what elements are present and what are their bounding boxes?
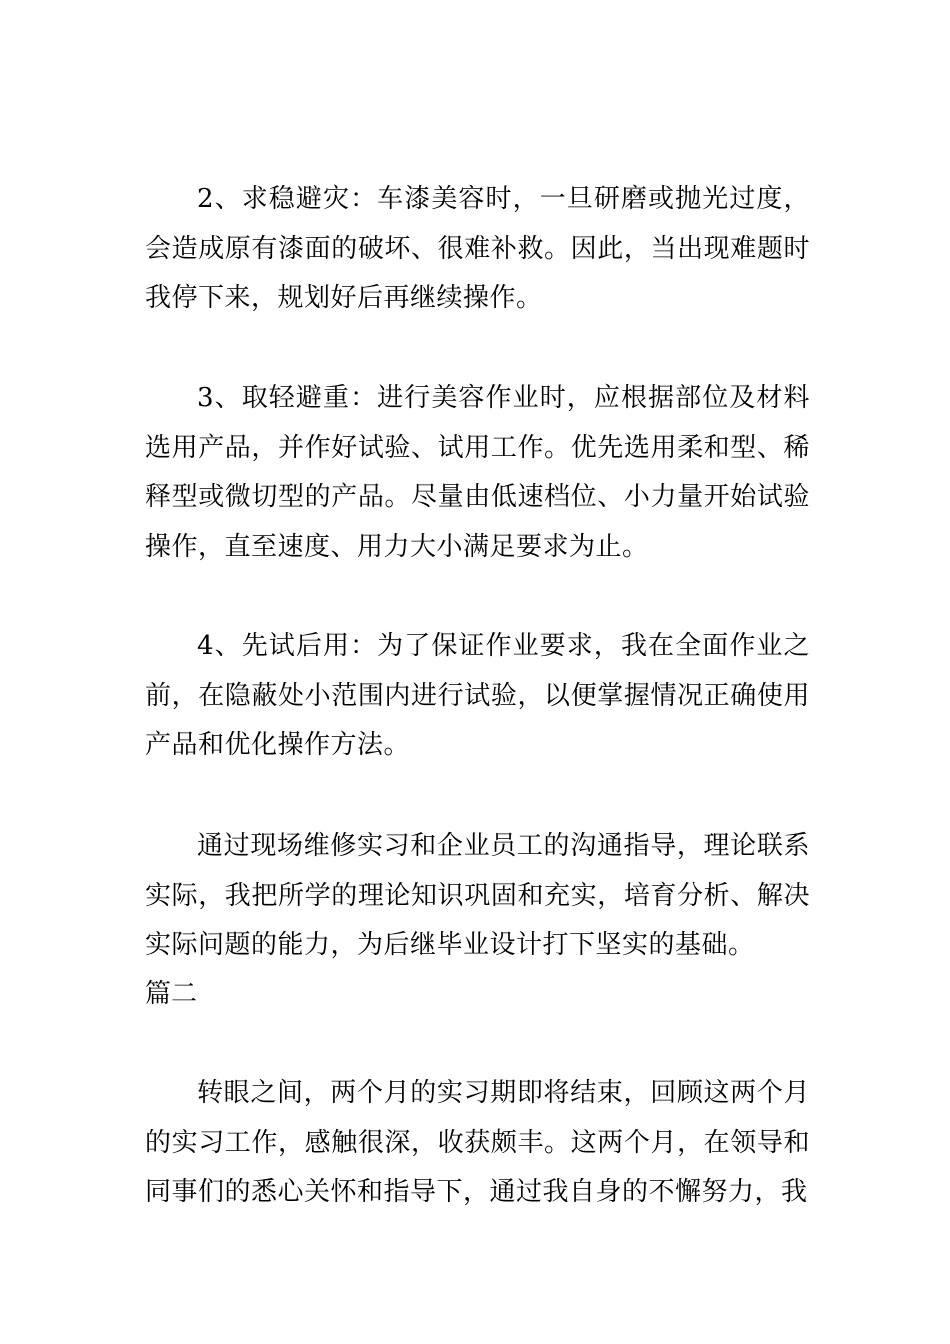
paragraph-item-3: 3、取轻避重：进行美容作业时，应根据部位及材料选用产品，并作好试验、试用工作。优先选用柔和型、稀释型或微切型的产品。尽量由低速档位、小力量开始试验操作，直至速度、用力大小满足要求为止。 (145, 383, 810, 562)
section-heading: 篇二 (145, 979, 198, 1009)
paragraph-section-two-intro: 转眼之间，两个月的实习期即将结束，回顾这两个月的实习工作，感触很深，收获颇丰。这两个月，在领导和同事们的悉心关怀和指导下，通过我自身的不懈努力，我 (145, 1078, 810, 1207)
paragraph-item-2: 2、求稳避灾：车漆美容时，一旦研磨或抛光过度，会造成原有漆面的破坏、很难补救。因此，当出现难题时我停下来，规划好后再继续操作。 (145, 184, 810, 313)
paragraph-item-4: 4、先试后用：为了保证作业要求，我在全面作业之前，在隐蔽处小范围内进行试验，以便掌握情况正确使用产品和优化操作方法。 (145, 631, 810, 760)
paragraph-summary: 通过现场维修实习和企业员工的沟通指导，理论联系实际，我把所学的理论知识巩固和充实，培育分析、解决实际问题的能力，为后继毕业设计打下坚实的基础。 (145, 831, 810, 960)
